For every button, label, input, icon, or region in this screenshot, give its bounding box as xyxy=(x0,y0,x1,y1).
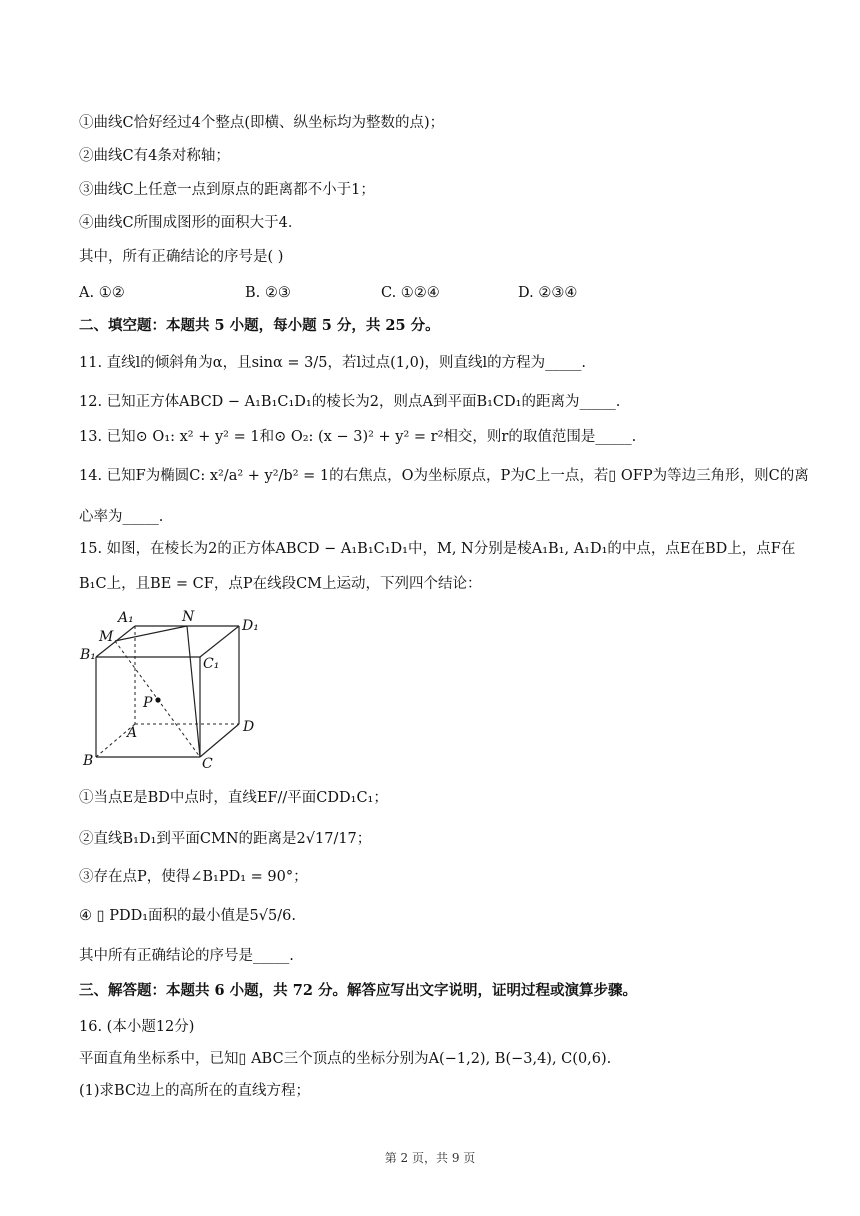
label-a: A xyxy=(127,725,138,741)
q16-title: 16. (本小题12分) xyxy=(79,1019,195,1035)
q13: 13. 已知⊙ O₁: x² + y² = 1和⊙ O₂: (x − 3)² + y² = r²相交，则r的取值范围是_____. xyxy=(79,429,637,445)
section3-heading: 三、解答题：本题共 6 小题，共 72 分。解答应写出文字说明，证明过程或演算步骤。 xyxy=(79,982,637,999)
q10-item-1: ①曲线C恰好经过4个整点(即横、纵坐标均为整数的点)； xyxy=(79,115,445,131)
q16-part1: (1)求BC边上的高所在的直线方程； xyxy=(79,1083,311,1099)
label-d: D xyxy=(243,719,255,735)
cube-figure xyxy=(79,607,269,772)
choice-b: B. ②③ xyxy=(245,285,291,301)
label-b: B xyxy=(83,753,94,769)
q15-line2: B₁C上，且BE = CF，点P在线段CM上运动，下列四个结论： xyxy=(79,576,482,592)
q10-question: 其中，所有正确结论的序号是( ) xyxy=(79,249,284,265)
page-footer: 第 2 页，共 9 页 xyxy=(384,1151,476,1165)
q16-text: 平面直角坐标系中，已知▯ ABC三个顶点的坐标分别为A(−1,2), B(−3,4), C(0,6). xyxy=(79,1051,612,1067)
q15-item-2: ②直线B₁D₁到平面CMN的距离是2√17/17； xyxy=(79,831,372,847)
label-a1: A₁ xyxy=(118,610,134,626)
q10-item-3: ③曲线C上任意一点到原点的距离都不小于1； xyxy=(79,182,375,198)
label-n: N xyxy=(182,609,195,625)
q12: 12. 已知正方体ABCD − A₁B₁C₁D₁的棱长为2，则点A到平面B₁CD₁的距离为_____. xyxy=(79,394,621,410)
choice-c: C. ①②④ xyxy=(381,285,440,301)
label-b1: B₁ xyxy=(80,647,96,663)
choice-d: D. ②③④ xyxy=(518,285,578,301)
q14-line1: 14. 已知F为椭圆C: x²/a² + y²/b² = 1的右焦点，O为坐标原点，P为C上一点，若▯ OFP为等边三角形，则C的离 xyxy=(79,468,809,484)
choice-a: A. ①② xyxy=(79,285,125,301)
q10-item-4: ④曲线C所围成图形的面积大于4． xyxy=(79,215,303,231)
q11: 11. 直线l的倾斜角为α，且sinα = 3/5，若l过点(1,0)，则直线l的方程为_____. xyxy=(79,355,587,371)
q15-item-3: ③存在点P，使得∠B₁PD₁ = 90°； xyxy=(79,869,308,885)
q10-item-2: ②曲线C有4条对称轴； xyxy=(79,148,230,164)
q15-item-1: ①当点E是BD中点时，直线EF//平面CDD₁C₁； xyxy=(79,790,388,806)
q15-line1: 15. 如图，在棱长为2的正方体ABCD − A₁B₁C₁D₁中，M, N分别是棱A₁B₁, A₁D₁的中点，点E在BD上，点F在 xyxy=(79,541,796,557)
label-p: P xyxy=(143,695,153,711)
point-p xyxy=(155,697,160,702)
q10-choices xyxy=(79,283,779,303)
label-m: M xyxy=(99,629,114,645)
label-c: C xyxy=(202,756,213,772)
q15-question: 其中所有正确结论的序号是_____. xyxy=(79,948,294,964)
q15-item-4: ④ ▯ PDD₁面积的最小值是5√5/6. xyxy=(79,908,296,924)
q14-line2: 心率为_____. xyxy=(79,509,164,525)
label-d1: D₁ xyxy=(242,618,259,634)
label-c1: C₁ xyxy=(203,656,220,672)
section2-heading: 二、填空题：本题共 5 小题，每小题 5 分，共 25 分。 xyxy=(79,317,440,334)
